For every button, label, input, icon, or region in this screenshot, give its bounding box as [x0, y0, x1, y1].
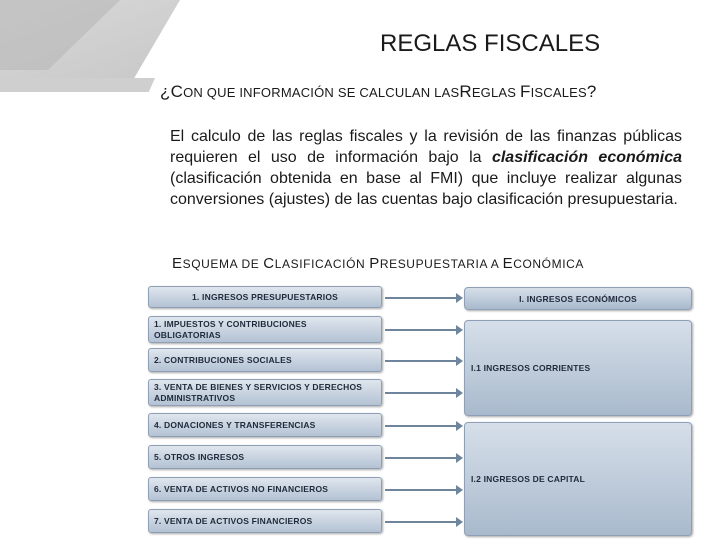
scheme-char: E — [502, 255, 514, 272]
right-header-box: I. INGRESOS ECONÓMICOS — [464, 287, 692, 310]
scheme-char: C — [263, 255, 275, 272]
arrow-connector — [385, 297, 457, 299]
scheme-char: E — [172, 255, 183, 272]
arrow-connector — [385, 457, 457, 459]
scheme-text: LASIFICACIÓN — [274, 257, 370, 271]
question-char: ? — [586, 82, 597, 101]
left-item-box: 6. VENTA DE ACTIVOS NO FINANCIEROS — [148, 477, 382, 501]
scheme-text: SQUEMA DE — [182, 257, 264, 271]
left-header-box: 1. INGRESOS PRESUPUESTARIOS — [148, 286, 382, 308]
paragraph-emphasis: clasificación económica — [491, 149, 682, 166]
arrow-connector — [385, 425, 457, 427]
left-item-box: 7. VENTA DE ACTIVOS FINANCIEROS — [148, 509, 382, 533]
question-text: EGLAS — [471, 85, 520, 100]
left-item-box: 2. CONTRIBUCIONES SOCIALES — [148, 348, 382, 372]
scheme-text: CONÓMICA — [513, 257, 585, 271]
decorative-shape — [0, 78, 155, 92]
left-item-box: 5. OTROS INGRESOS — [148, 445, 382, 469]
question-char: F — [519, 82, 531, 101]
left-item-box: 1. IMPUESTOS Y CONTRIBUCIONES OBLIGATORIAS — [148, 316, 382, 343]
question-char: ¿ — [160, 82, 171, 101]
scheme-text: RESUPUESTARIA A — [379, 257, 503, 271]
scheme-char: P — [369, 255, 380, 272]
left-item-box: 4. DONACIONES Y TRANSFERENCIAS — [148, 413, 382, 437]
right-item-box: I.1 INGRESOS CORRIENTES — [464, 320, 692, 416]
arrow-connector — [385, 360, 457, 362]
arrow-connector — [385, 521, 457, 523]
body-paragraph — [170, 126, 682, 210]
right-item-box: I.2 INGRESOS DE CAPITAL — [464, 422, 692, 536]
scheme-title — [172, 255, 692, 272]
paragraph-text: (clasificación obtenida en base al FMI) que incluye realizar algunas conversiones (ajustes) de las cuentas bajo clasificación presupuestaria. — [170, 170, 682, 208]
question-text: ISCALES — [530, 85, 587, 100]
arrow-connector — [385, 329, 457, 331]
left-item-box: 3. VENTA DE BIENES Y SERVICIOS Y DERECHOS ADMINISTRATIVOS — [148, 379, 382, 406]
paragraph-text: El calculo de las reglas fiscales y la revisión de las finanzas públicas requieren el uso de información bajo la — [170, 128, 682, 166]
arrow-connector — [385, 392, 457, 394]
slide-title: REGLAS FISCALES — [380, 30, 601, 57]
question-heading — [160, 82, 710, 102]
question-text: ON QUE INFORMACIÓN SE CALCULAN LAS — [183, 85, 460, 100]
question-char: C — [170, 82, 184, 101]
question-char: R — [459, 82, 472, 101]
arrow-connector — [385, 489, 457, 491]
